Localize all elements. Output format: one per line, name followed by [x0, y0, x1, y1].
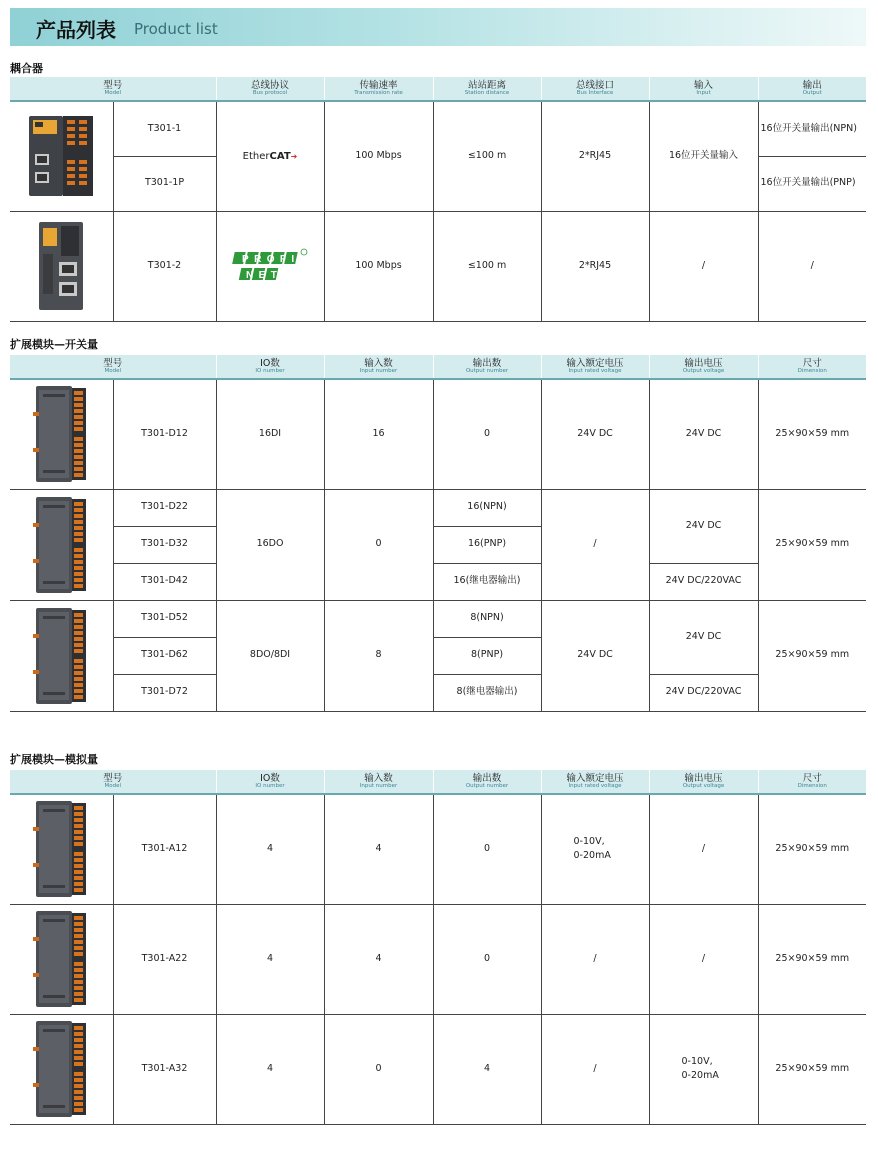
table-header: [10, 770, 866, 794]
io-cell: 16DI: [216, 379, 324, 489]
output-voltage-cell: 24V DC: [649, 489, 758, 563]
product-image-cell: [10, 794, 113, 904]
output-cell: 16位开关量输出(NPN): [758, 101, 866, 156]
output-voltage-cell: /: [649, 904, 758, 1014]
model-cell: T301-D72: [113, 674, 216, 711]
section-title-digital: 扩展模块—开关量: [10, 338, 98, 351]
input-cell: 4: [324, 904, 433, 1014]
model-cell: T301-1: [113, 101, 216, 156]
header-cell: 传输速率 Transmission rate: [324, 77, 433, 101]
header-cell: 输出数 Output number: [433, 770, 541, 794]
model-cell: T301-D42: [113, 563, 216, 600]
header-cell: 总线协议 Bus protocol: [216, 77, 324, 101]
ethercat-logo: EtherCAT➜: [242, 150, 298, 162]
product-image-cell: [10, 211, 113, 321]
input-voltage-cell: /: [541, 489, 649, 600]
distance-cell: ≤100 m: [433, 101, 541, 211]
digital-table: [10, 355, 866, 712]
output-voltage-cell: 24V DC: [649, 600, 758, 674]
io-cell: 4: [216, 1014, 324, 1124]
dimension-cell: 25×90×59 mm: [758, 489, 866, 600]
input-cell: /: [649, 211, 758, 321]
protocol-cell: [216, 211, 324, 321]
io-cell: 4: [216, 904, 324, 1014]
output-cell: 8(继电器输出): [433, 674, 541, 711]
table-row: [10, 674, 866, 711]
model-cell: T301-D52: [113, 600, 216, 637]
page-subtitle: Product list: [134, 20, 218, 38]
header-cell: 输入数 Input number: [324, 355, 433, 379]
output-cell: 16(PNP): [433, 526, 541, 563]
header-cell: 输出数 Output number: [433, 355, 541, 379]
header-cell: 尺寸 Dimension: [758, 770, 866, 794]
input-cell: 4: [324, 794, 433, 904]
input-voltage-cell: 0-10V, 0-20mA: [541, 794, 649, 904]
output-voltage-cell: 24V DC/220VAC: [649, 563, 758, 600]
input-voltage-cell: /: [541, 1014, 649, 1124]
table-header: [10, 355, 866, 379]
header-cell: 型号 Model: [10, 77, 216, 101]
module-image: [33, 606, 89, 706]
model-cell: T301-D32: [113, 526, 216, 563]
header-cell: 输入 Input: [649, 77, 758, 101]
input-cell: 16位开关量输入: [649, 101, 758, 211]
header-cell: 输出 Output: [758, 77, 866, 101]
output-voltage-cell: 24V DC/220VAC: [649, 674, 758, 711]
interface-cell: 2*RJ45: [541, 101, 649, 211]
io-cell: 8DO/8DI: [216, 600, 324, 711]
rate-cell: 100 Mbps: [324, 211, 433, 321]
interface-cell: 2*RJ45: [541, 211, 649, 321]
input-cell: 0: [324, 489, 433, 600]
model-cell: T301-D22: [113, 489, 216, 526]
module-image: [33, 495, 89, 595]
rate-cell: 100 Mbps: [324, 101, 433, 211]
io-cell: 4: [216, 794, 324, 904]
ethercat-arrow-icon: ➜: [290, 151, 298, 161]
table-row: [10, 563, 866, 600]
output-cell: 16位开关量输出(PNP): [758, 156, 866, 211]
table-row: [10, 1014, 866, 1124]
header-cell: 输入额定电压 Input rated voltage: [541, 355, 649, 379]
model-cell: T301-A32: [113, 1014, 216, 1124]
module-image: [33, 384, 89, 484]
product-image-cell: [10, 489, 113, 600]
output-cell: 4: [433, 1014, 541, 1124]
module-image: [33, 799, 89, 899]
header-cell: 站站距离 Station distance: [433, 77, 541, 101]
coupler-t301-2-image: [31, 220, 91, 312]
protocol-cell: [216, 101, 324, 211]
product-image-cell: [10, 101, 113, 211]
distance-cell: ≤100 m: [433, 211, 541, 321]
output-cell: 8(PNP): [433, 637, 541, 674]
input-voltage-cell: 24V DC: [541, 600, 649, 711]
output-voltage-cell: /: [649, 794, 758, 904]
coupler-t301-1-image: [23, 112, 99, 200]
input-voltage-cell: 24V DC: [541, 379, 649, 489]
dimension-cell: 25×90×59 mm: [758, 600, 866, 711]
profinet-logo: [230, 246, 310, 286]
dimension-cell: 25×90×59 mm: [758, 1014, 866, 1124]
module-image: [33, 909, 89, 1009]
model-cell: T301-A12: [113, 794, 216, 904]
output-cell: 0: [433, 379, 541, 489]
page-banner: [10, 8, 866, 46]
analog-table: [10, 770, 866, 1125]
model-cell: T301-D62: [113, 637, 216, 674]
header-cell: 输入额定电压 Input rated voltage: [541, 770, 649, 794]
output-voltage-cell: 0-10V, 0-20mA: [649, 1014, 758, 1124]
header-cell: 输入数 Input number: [324, 770, 433, 794]
header-cell: IO数 IO number: [216, 770, 324, 794]
header-cell: 尺寸 Dimension: [758, 355, 866, 379]
module-image: [33, 1019, 89, 1119]
section-title-analog: 扩展模块—模拟量: [10, 753, 98, 766]
header-cell: 型号 Model: [10, 770, 216, 794]
output-cell: 16(继电器输出): [433, 563, 541, 600]
input-cell: 8: [324, 600, 433, 711]
profi-text: PROFI: [242, 254, 300, 265]
dimension-cell: 25×90×59 mm: [758, 904, 866, 1014]
table-row: [10, 101, 866, 156]
output-cell: 8(NPN): [433, 600, 541, 637]
model-cell: T301-2: [113, 211, 216, 321]
model-cell: T301-A22: [113, 904, 216, 1014]
header-cell: 输出电压 Output voltage: [649, 355, 758, 379]
dimension-cell: 25×90×59 mm: [758, 794, 866, 904]
input-voltage-cell: /: [541, 904, 649, 1014]
product-image-cell: [10, 600, 113, 711]
output-cell: 0: [433, 794, 541, 904]
table-row: [10, 211, 866, 321]
table-row: [10, 379, 866, 489]
page-title: 产品列表: [36, 18, 116, 42]
output-cell: /: [758, 211, 866, 321]
table-row: [10, 600, 866, 637]
product-image-cell: [10, 904, 113, 1014]
coupler-table: [10, 77, 866, 322]
model-cell: T301-1P: [113, 156, 216, 211]
input-cell: 16: [324, 379, 433, 489]
io-cell: 16DO: [216, 489, 324, 600]
dimension-cell: 25×90×59 mm: [758, 379, 866, 489]
table-row: [10, 489, 866, 526]
input-cell: 0: [324, 1014, 433, 1124]
header-cell: IO数 IO number: [216, 355, 324, 379]
section-title-coupler: 耦合器: [10, 62, 43, 75]
registered-icon: [301, 249, 307, 255]
table-row: [10, 904, 866, 1014]
output-voltage-cell: 24V DC: [649, 379, 758, 489]
header-cell: 总线接口 Bus Interface: [541, 77, 649, 101]
model-cell: T301-D12: [113, 379, 216, 489]
output-cell: 16(NPN): [433, 489, 541, 526]
header-cell: 型号 Model: [10, 355, 216, 379]
header-cell: 输出电压 Output voltage: [649, 770, 758, 794]
product-image-cell: [10, 1014, 113, 1124]
output-cell: 0: [433, 904, 541, 1014]
net-text: NET: [246, 270, 283, 281]
table-row: [10, 794, 866, 904]
product-image-cell: [10, 379, 113, 489]
table-header: [10, 77, 866, 101]
